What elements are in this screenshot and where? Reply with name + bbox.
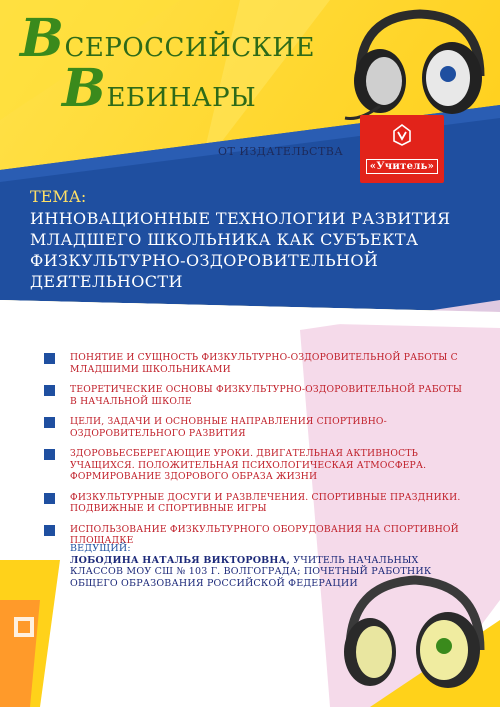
topics-list [44,352,464,556]
list-item: ФИЗКУЛЬТУРНЫЕ ДОСУГИ И РАЗВЛЕЧЕНИЯ. СПОРТИВНЫЕ ПРАЗДНИКИ. ПОДВИЖНЫЕ И СПОРТИВНЫЕ ИГРЫ [44,492,464,515]
bullet-icon [44,449,55,460]
title-rest-1: СЕРОССИЙСКИЕ [64,33,315,63]
bullet-icon [44,353,55,364]
list-item: ИСПОЛЬЗОВАНИЕ ФИЗКУЛЬТУРНОГО ОБОРУДОВАНИЯ НА СПОРТИВНОЙ ПЛОЩАДКЕ [44,524,464,547]
headphones-top-icon [340,6,490,126]
host-info: УЧИТЕЛЬ НАЧАЛЬНЫХ КЛАССОВ МОУ СШ № 103 Г. ВОЛГОГРАДА; ПОЧЕТНЫЙ РАБОТНИК ОБЩЕГО ОБРАЗОВАНИЯ РОССИЙСКОЙ ФЕДЕРАЦИИ [70,554,432,589]
host-block [70,543,470,589]
title-line-2 [62,58,256,119]
headphones-bottom-icon [330,570,490,700]
title-rest-2: ЕБИНАРЫ [106,83,257,113]
theme-label: ТЕМА: [30,187,87,206]
list-item: ЦЕЛИ, ЗАДАЧИ И ОСНОВНЫЕ НАПРАВЛЕНИЯ СПОРТИВНО-ОЗДОРОВИТЕЛЬНОГО РАЗВИТИЯ [44,416,464,439]
list-item: ЗДОРОВЬЕСБЕРЕГАЮЩИЕ УРОКИ. ДВИГАТЕЛЬНАЯ АКТИВНОСТЬ УЧАЩИХСЯ. ПОЛОЖИТЕЛЬНАЯ ПСИХОЛОГИЧЕСКАЯ АТМОСФЕРА. ФОРМИРОВАНИЕ ЗДОРОВОГО ОБРАЗА ЖИЗНИ [44,448,464,483]
list-item: ТЕОРЕТИЧЕСКИЕ ОСНОВЫ ФИЗКУЛЬТУРНО-ОЗДОРОВИТЕЛЬНОЙ РАБОТЫ В НАЧАЛЬНОЙ ШКОЛЕ [44,384,464,407]
title-capital-2: В [62,58,107,119]
logo-text: «Учитель» [366,159,438,174]
bullet-icon [44,525,55,536]
publisher-logo [360,115,444,183]
publisher-label: ОТ ИЗДАТЕЛЬСТВА [218,145,344,158]
host-label: ВЕДУЩИЙ: [70,543,131,554]
bullet-icon [44,385,55,396]
theme-text: ИННОВАЦИОННЫЕ ТЕХНОЛОГИИ РАЗВИТИЯ МЛАДШЕГО ШКОЛЬНИКА КАК СУБЪЕКТА ФИЗКУЛЬТУРНО-ОЗДОРОВИТЕЛЬНОЙ ДЕЯТЕЛЬНОСТИ [30,209,451,291]
list-item: ПОНЯТИЕ И СУЩНОСТЬ ФИЗКУЛЬТУРНО-ОЗДОРОВИТЕЛЬНОЙ РАБОТЫ С МЛАДШИМИ ШКОЛЬНИКАМИ [44,352,464,375]
logo-emblem-icon [390,123,414,147]
bullet-icon [44,493,55,504]
host-name: ЛОБОДИНА НАТАЛЬЯ ВИКТОРОВНА, [70,554,291,566]
bullet-icon [44,417,55,428]
title-capital-1: В [20,8,65,69]
